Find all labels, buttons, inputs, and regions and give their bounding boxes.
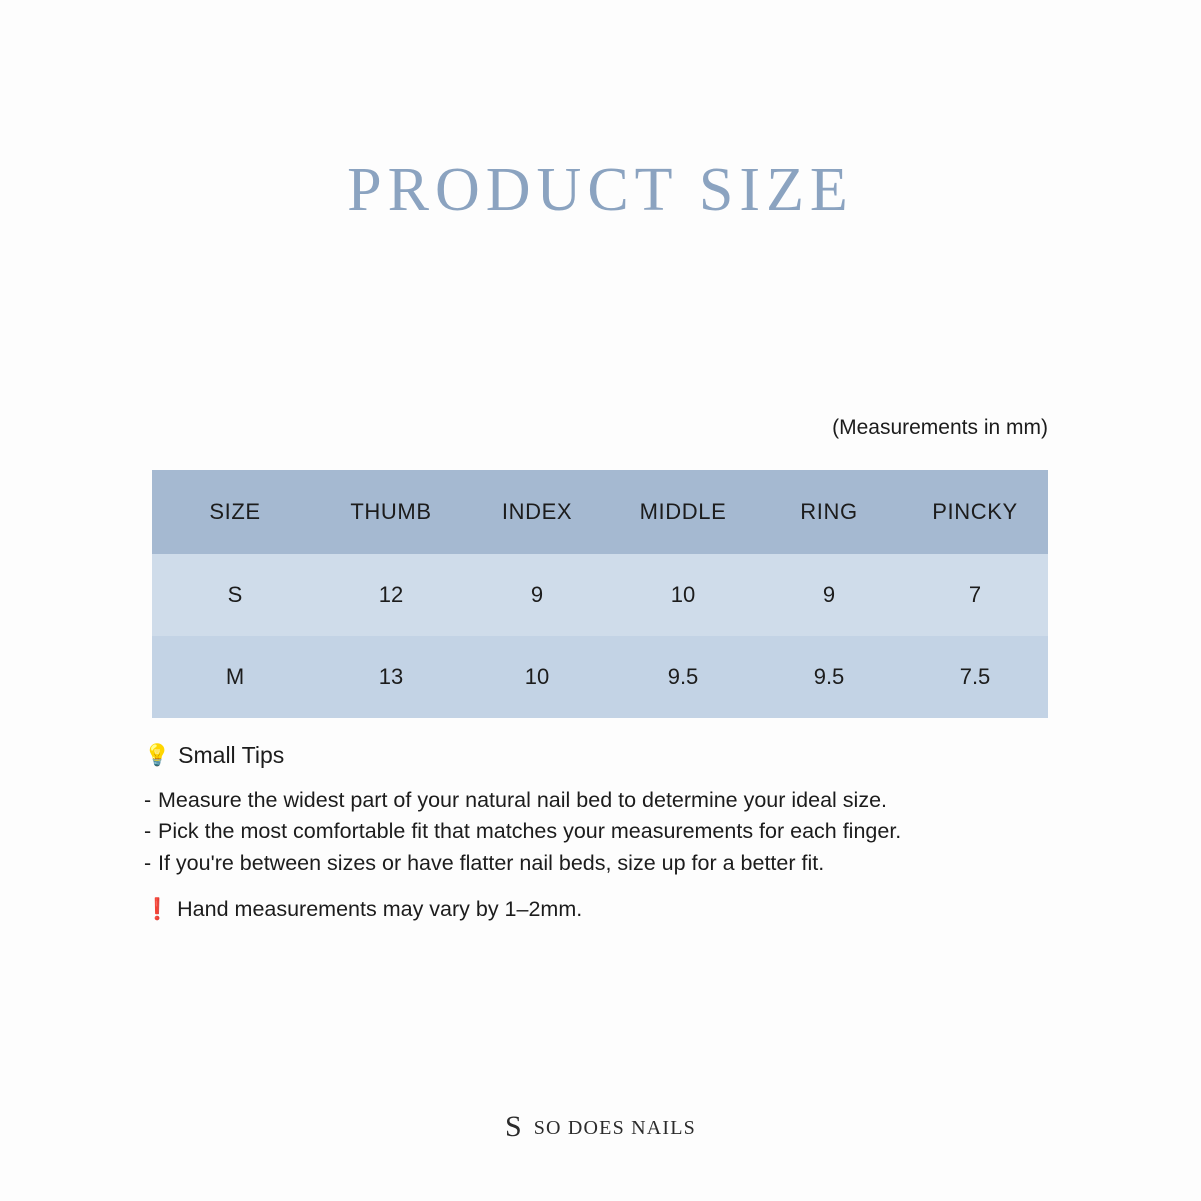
cell-thumb: 12	[318, 554, 464, 636]
measurement-unit-note: (Measurements in mm)	[832, 416, 1048, 439]
tip-dash: -	[144, 788, 152, 812]
cell-index: 9	[464, 554, 610, 636]
tips-section	[144, 742, 1104, 922]
tip-dash: -	[144, 819, 152, 844]
tip-dash: -	[144, 850, 152, 875]
cell-ring: 9.5	[756, 636, 902, 718]
page-title: PRODUCT SIZE	[347, 156, 854, 224]
cell-thumb: 13	[318, 636, 464, 718]
tips-heading-label: Small Tips	[178, 742, 285, 768]
table-header-row	[152, 470, 1048, 554]
table-row	[152, 554, 1048, 636]
lightbulb-icon: 💡	[144, 743, 171, 767]
cell-pincky: 7	[902, 554, 1048, 636]
tip-item	[144, 848, 1104, 879]
cell-middle: 10	[610, 554, 756, 636]
brand-mark-icon: S	[505, 1110, 522, 1143]
footer-logo	[0, 1110, 1201, 1143]
cell-pincky: 7.5	[902, 636, 1048, 718]
tip-item	[144, 816, 1104, 847]
tip-text: Pick the most comfortable fit that matches your measurements for each finger.	[158, 819, 902, 844]
column-header-thumb: THUMB	[318, 470, 464, 554]
variance-note-text: Hand measurements may vary by 1–2mm.	[177, 897, 583, 922]
cell-index: 10	[464, 636, 610, 718]
tip-text: Measure the widest part of your natural nail bed to determine your ideal size.	[158, 788, 888, 812]
exclamation-icon: ❗	[144, 898, 171, 922]
column-header-pincky: PINCKY	[902, 470, 1048, 554]
cell-size: M	[152, 636, 318, 718]
column-header-middle: MIDDLE	[610, 470, 756, 554]
tip-item	[144, 785, 1104, 816]
cell-size: S	[152, 554, 318, 636]
cell-middle: 9.5	[610, 636, 756, 718]
column-header-size: SIZE	[152, 470, 318, 554]
column-header-ring: RING	[756, 470, 902, 554]
cell-ring: 9	[756, 554, 902, 636]
variance-note	[144, 897, 1104, 922]
column-header-index: INDEX	[464, 470, 610, 554]
size-table	[152, 470, 1048, 718]
table-header	[152, 470, 1048, 554]
table-body	[152, 554, 1048, 718]
tips-heading	[144, 742, 1104, 769]
tip-text: If you're between sizes or have flatter nail beds, size up for a better fit.	[158, 850, 825, 875]
brand-wordmark: SO DOES NAILS	[533, 1116, 696, 1139]
table-row	[152, 636, 1048, 718]
